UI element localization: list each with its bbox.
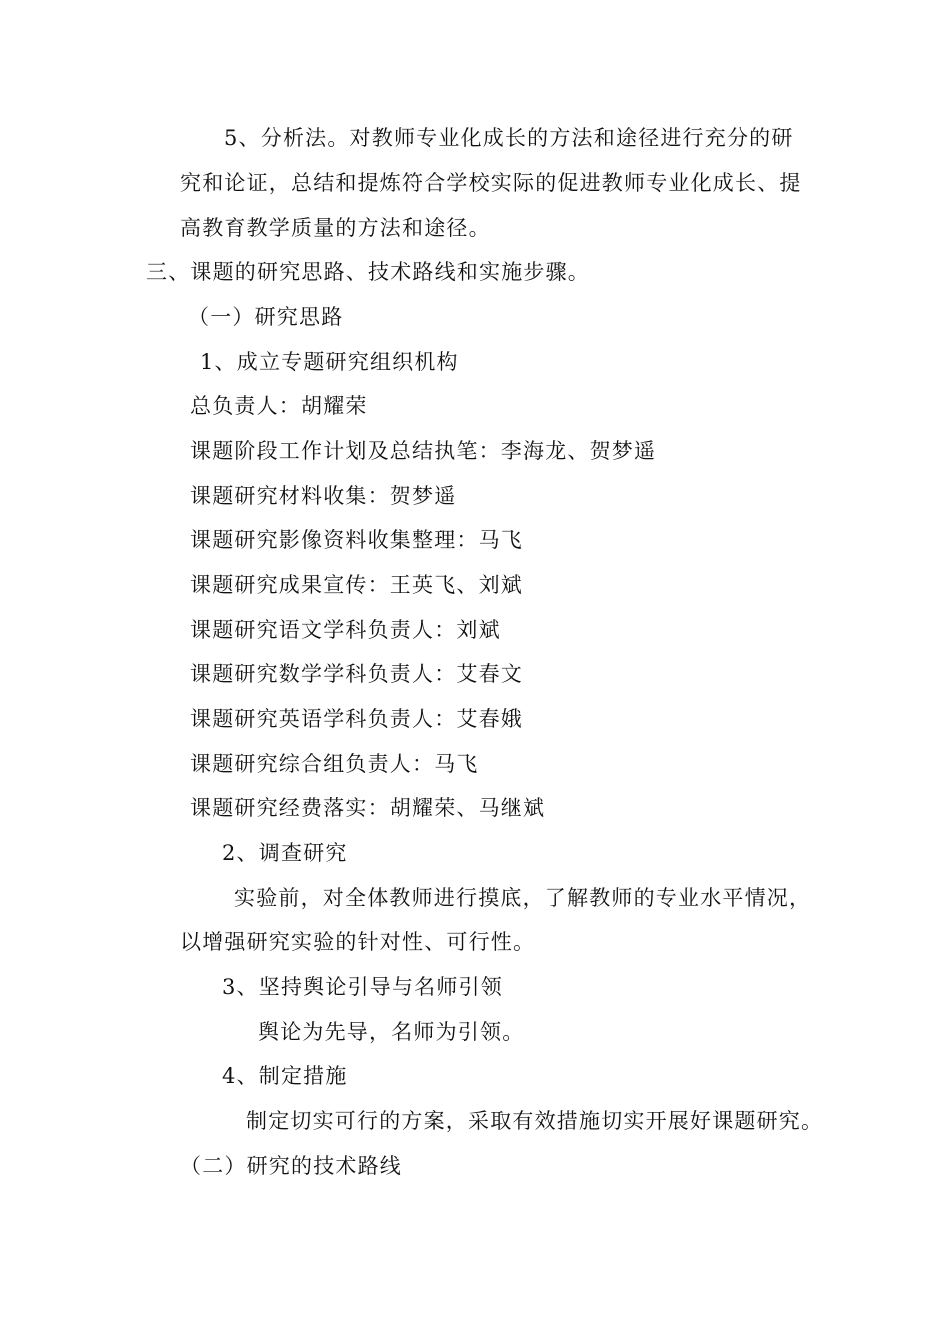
item-2-body-line-1: 实验前，对全体教师进行摸底，了解教师的专业水平情况， bbox=[234, 886, 812, 910]
assignment-line: 总负责人：胡耀荣 bbox=[190, 394, 368, 418]
assignment-line: 课题研究数学学科负责人：艾春文 bbox=[190, 662, 523, 686]
subsection-2-heading: （二）研究的技术路线 bbox=[180, 1154, 402, 1178]
assignment-line: 课题研究影像资料收集整理：马飞 bbox=[190, 528, 523, 552]
assignment-line: 课题研究成果宣传：王英飞、刘斌 bbox=[190, 573, 523, 597]
assignment-line: 课题研究材料收集：贺梦遥 bbox=[190, 484, 457, 508]
item-1-heading: 1、成立专题研究组织机构 bbox=[200, 350, 459, 374]
assignment-line: 课题研究英语学科负责人：艾春娥 bbox=[190, 707, 523, 731]
section-3-heading: 三、课题的研究思路、技术路线和实施步骤。 bbox=[146, 260, 590, 284]
item-2-body-line-2: 以增强研究实验的针对性、可行性。 bbox=[180, 930, 536, 954]
method-5-line-1: 5、分析法。对教师专业化成长的方法和途径进行充分的研 bbox=[224, 126, 794, 150]
method-5-line-2: 究和论证，总结和提炼符合学校实际的促进教师专业化成长、提 bbox=[180, 171, 802, 195]
assignment-line: 课题研究经费落实：胡耀荣、马继斌 bbox=[190, 796, 546, 820]
subsection-1-heading: （一）研究思路 bbox=[188, 305, 344, 329]
item-4-heading: 4、制定措施 bbox=[222, 1064, 348, 1088]
item-4-body: 制定切实可行的方案，采取有效措施切实开展好课题研究。 bbox=[246, 1109, 824, 1133]
item-3-body: 舆论为先导，名师为引领。 bbox=[258, 1020, 525, 1044]
item-3-heading: 3、坚持舆论引导与名师引领 bbox=[222, 975, 503, 999]
assignment-line: 课题研究综合组负责人：马飞 bbox=[190, 752, 479, 776]
item-2-heading: 2、调查研究 bbox=[222, 841, 348, 865]
assignment-line: 课题阶段工作计划及总结执笔：李海龙、贺梦遥 bbox=[190, 439, 657, 463]
assignment-line: 课题研究语文学科负责人：刘斌 bbox=[190, 618, 501, 642]
method-5-line-3: 高教育教学质量的方法和途径。 bbox=[180, 216, 491, 240]
